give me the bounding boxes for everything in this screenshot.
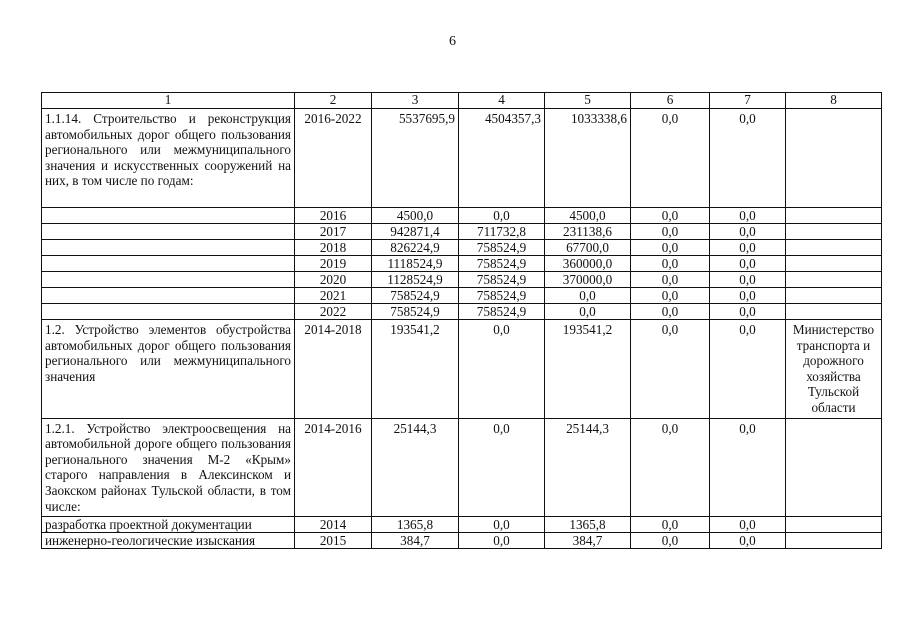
column-header-6: 6	[631, 93, 710, 109]
row-period-cell: 2021	[295, 288, 372, 304]
row-period-cell: 2016-2022	[295, 109, 372, 208]
row-col4-cell: 758524,9	[459, 240, 545, 256]
row-col4-cell: 758524,9	[459, 288, 545, 304]
row-name-cell	[42, 256, 295, 272]
row-col7-cell: 0,0	[710, 256, 786, 272]
column-header-3: 3	[372, 93, 459, 109]
row-name-cell	[42, 304, 295, 320]
row-name-cell: 1.2.1. Устройство электроосвещения на автомобильной дороге общего пользования регионального значения М-2 «Крым» старого направления в Алексинском и Заокском районах Тульской области, в том числе:	[42, 418, 295, 517]
row-col7-cell: 0,0	[710, 517, 786, 533]
row-col7-cell: 0,0	[710, 320, 786, 419]
row-name-cell	[42, 272, 295, 288]
row-name-cell: разработка проектной документации	[42, 517, 295, 533]
row-executor-cell	[786, 304, 882, 320]
table-row	[42, 256, 882, 272]
row-period-cell: 2014-2016	[295, 418, 372, 517]
row-executor-cell	[786, 256, 882, 272]
row-total-cell: 193541,2	[372, 320, 459, 419]
row-col6-cell: 0,0	[631, 418, 710, 517]
row-col5-cell: 67700,0	[545, 240, 631, 256]
row-col7-cell: 0,0	[710, 208, 786, 224]
row-period-cell: 2015	[295, 533, 372, 549]
row-col5-cell: 360000,0	[545, 256, 631, 272]
table-row	[42, 304, 882, 320]
row-col6-cell: 0,0	[631, 240, 710, 256]
table-row	[42, 272, 882, 288]
row-col6-cell: 0,0	[631, 109, 710, 208]
row-col4-cell: 0,0	[459, 517, 545, 533]
column-header-7: 7	[710, 93, 786, 109]
row-name-cell	[42, 224, 295, 240]
row-col4-cell: 0,0	[459, 418, 545, 517]
row-period-cell: 2018	[295, 240, 372, 256]
row-col5-cell: 25144,3	[545, 418, 631, 517]
row-total-cell: 1365,8	[372, 517, 459, 533]
row-name-cell	[42, 288, 295, 304]
row-col6-cell: 0,0	[631, 320, 710, 419]
row-col6-cell: 0,0	[631, 256, 710, 272]
row-col4-cell: 758524,9	[459, 256, 545, 272]
row-col5-cell: 4500,0	[545, 208, 631, 224]
row-col6-cell: 0,0	[631, 208, 710, 224]
header-row	[42, 93, 882, 109]
row-executor-cell	[786, 109, 882, 208]
page-number: 6	[449, 34, 456, 49]
row-col5-cell: 1033338,6	[545, 109, 631, 208]
row-col5-cell: 231138,6	[545, 224, 631, 240]
row-period-cell: 2022	[295, 304, 372, 320]
row-col6-cell: 0,0	[631, 517, 710, 533]
row-executor-cell	[786, 418, 882, 517]
table-row	[42, 208, 882, 224]
row-period-cell: 2016	[295, 208, 372, 224]
row-executor-cell: Министерство транспорта и дорожного хозяйства Тульской области	[786, 320, 882, 419]
row-total-cell: 1118524,9	[372, 256, 459, 272]
row-col4-cell: 0,0	[459, 208, 545, 224]
row-total-cell: 826224,9	[372, 240, 459, 256]
table-row	[42, 288, 882, 304]
row-col7-cell: 0,0	[710, 304, 786, 320]
row-executor-cell	[786, 533, 882, 549]
row-total-cell: 5537695,9	[372, 109, 459, 208]
row-col7-cell: 0,0	[710, 224, 786, 240]
table-row	[42, 533, 882, 549]
row-total-cell: 4500,0	[372, 208, 459, 224]
row-col4-cell: 4504357,3	[459, 109, 545, 208]
row-col4-cell: 711732,8	[459, 224, 545, 240]
row-col4-cell: 758524,9	[459, 304, 545, 320]
row-total-cell: 1128524,9	[372, 272, 459, 288]
table-row	[42, 109, 882, 208]
row-col6-cell: 0,0	[631, 272, 710, 288]
row-total-cell: 384,7	[372, 533, 459, 549]
row-col5-cell: 1365,8	[545, 517, 631, 533]
row-col7-cell: 0,0	[710, 272, 786, 288]
row-executor-cell	[786, 517, 882, 533]
table-row	[42, 517, 882, 533]
column-header-2: 2	[295, 93, 372, 109]
row-col5-cell: 0,0	[545, 288, 631, 304]
row-name-cell: 1.2. Устройство элементов обустройства автомобильных дорог общего пользования регионального или межмуниципального значения	[42, 320, 295, 419]
row-period-cell: 2019	[295, 256, 372, 272]
row-col7-cell: 0,0	[710, 109, 786, 208]
row-executor-cell	[786, 240, 882, 256]
row-total-cell: 758524,9	[372, 304, 459, 320]
table-row	[42, 224, 882, 240]
row-col6-cell: 0,0	[631, 533, 710, 549]
row-col4-cell: 0,0	[459, 320, 545, 419]
row-executor-cell	[786, 208, 882, 224]
row-period-cell: 2014	[295, 517, 372, 533]
row-name-cell: 1.1.14. Строительство и реконструкция автомобильных дорог общего пользования регионального или межмуниципального значения и искусственных сооружений на них, в том числе по годам:	[42, 109, 295, 208]
row-col7-cell: 0,0	[710, 288, 786, 304]
row-name-cell	[42, 208, 295, 224]
row-col7-cell: 0,0	[710, 418, 786, 517]
row-executor-cell	[786, 272, 882, 288]
row-col7-cell: 0,0	[710, 533, 786, 549]
table-row	[42, 240, 882, 256]
row-col5-cell: 193541,2	[545, 320, 631, 419]
column-header-8: 8	[786, 93, 882, 109]
row-total-cell: 942871,4	[372, 224, 459, 240]
table-row	[42, 418, 882, 517]
row-total-cell: 25144,3	[372, 418, 459, 517]
row-col7-cell: 0,0	[710, 240, 786, 256]
row-col6-cell: 0,0	[631, 224, 710, 240]
row-name-cell: инженерно-геологические изыскания	[42, 533, 295, 549]
row-period-cell: 2014-2018	[295, 320, 372, 419]
row-col5-cell: 0,0	[545, 304, 631, 320]
row-period-cell: 2020	[295, 272, 372, 288]
row-col5-cell: 370000,0	[545, 272, 631, 288]
row-col4-cell: 0,0	[459, 533, 545, 549]
column-header-5: 5	[545, 93, 631, 109]
row-col6-cell: 0,0	[631, 288, 710, 304]
column-header-1: 1	[42, 93, 295, 109]
row-executor-cell	[786, 288, 882, 304]
column-header-4: 4	[459, 93, 545, 109]
table-row	[42, 320, 882, 419]
row-total-cell: 758524,9	[372, 288, 459, 304]
row-col5-cell: 384,7	[545, 533, 631, 549]
row-name-cell	[42, 240, 295, 256]
budget-table	[41, 92, 882, 549]
row-col4-cell: 758524,9	[459, 272, 545, 288]
row-col6-cell: 0,0	[631, 304, 710, 320]
row-period-cell: 2017	[295, 224, 372, 240]
row-executor-cell	[786, 224, 882, 240]
